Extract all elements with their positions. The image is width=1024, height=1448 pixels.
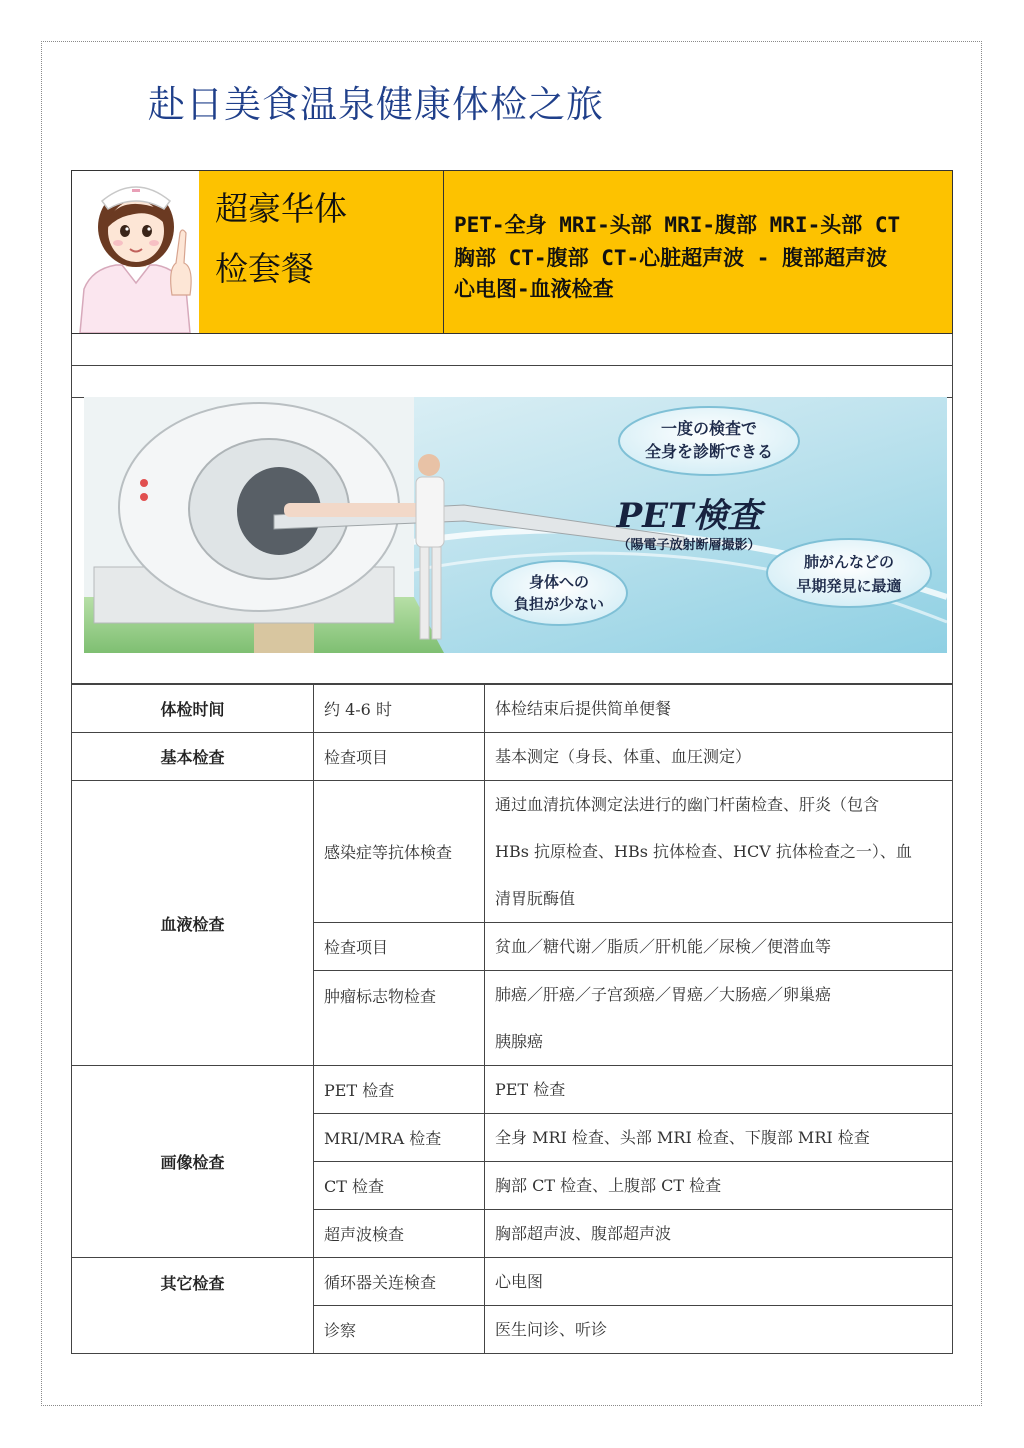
item-cell: PET 检查: [314, 1066, 485, 1114]
category-cell: 画像检查: [72, 1066, 314, 1258]
page-title: 赴日美食温泉健康体检之旅: [148, 83, 604, 126]
desc-cell: 心电图: [485, 1258, 953, 1306]
package-items-line1: PET-全身 MRI-头部 MRI-腹部 MRI-头部 CT: [454, 213, 901, 237]
package-name-line2: 检套餐: [215, 249, 314, 288]
item-cell: 检查项目: [314, 733, 485, 781]
item-cell: 诊察: [314, 1306, 485, 1354]
desc-cell: [485, 781, 953, 923]
item-cell: 循环器关连検查: [314, 1258, 485, 1306]
blank-row: [71, 334, 953, 366]
desc-cell: 贫血／糖代谢／脂质／肝机能／尿検／便潜血等: [485, 923, 953, 971]
desc-cell: PET 检查: [485, 1066, 953, 1114]
item-cell: 肿瘤标志物检查: [314, 971, 485, 1066]
banner-bubble-top-line1: 一度の検査で: [660, 419, 758, 438]
package-items-line3: 心电图-血液检查: [454, 277, 614, 301]
banner-main-title: PET検査: [616, 496, 762, 536]
desc-cell: 全身 MRI 检查、头部 MRI 检查、下腹部 MRI 检查: [485, 1114, 953, 1162]
nurse-illustration: [72, 171, 200, 333]
desc-cell: 胸部 CT 检查、上腹部 CT 检查: [485, 1162, 953, 1210]
banner-bubble-left-line1: 身体への: [528, 573, 590, 591]
package-items-line2: 胸部 CT-腹部 CT-心脏超声波 - 腹部超声波: [454, 246, 888, 270]
package-header: [71, 170, 953, 334]
desc-cell: [485, 971, 953, 1066]
desc-cell: 体检结束后提供简单便餐: [485, 685, 953, 733]
category-cell: 其它检查: [72, 1258, 314, 1354]
banner-row: [71, 397, 953, 684]
desc-line: 胰腺癌: [495, 1032, 544, 1051]
desc-cell: 医生问诊、听诊: [485, 1306, 953, 1354]
checkup-table: [71, 684, 953, 1354]
banner-subtitle: （陽電子放射断層撮影）: [617, 538, 761, 553]
banner-bubble-top-line2: 全身を診断できる: [644, 442, 774, 461]
package-name: [199, 171, 444, 333]
desc-line: 清胃朊酶值: [495, 889, 576, 908]
item-cell: 检查项目: [314, 923, 485, 971]
banner-bubble-right-line2: 早期発見に最適: [796, 577, 902, 595]
item-cell: CT 检查: [314, 1162, 485, 1210]
table-row: [72, 781, 953, 923]
package-items: [444, 171, 952, 333]
package-name-line1: 超豪华体: [215, 189, 347, 228]
banner-bubble-left-line2: 負担が少ない: [513, 595, 605, 613]
category-cell: 血液检查: [72, 781, 314, 1066]
category-cell: 体检时间: [72, 685, 314, 733]
table-row: [72, 685, 953, 733]
table-row: [72, 733, 953, 781]
item-cell: 约 4-6 时: [314, 685, 485, 733]
table-row: [72, 1066, 953, 1114]
category-cell: 基本检查: [72, 733, 314, 781]
banner-bubble-right-line1: 肺がんなどの: [803, 553, 895, 571]
item-cell: MRI/MRA 检查: [314, 1114, 485, 1162]
desc-line: 肺癌／肝癌／子宫颈癌／胃癌／大肠癌／卵巢癌: [495, 985, 832, 1004]
desc-cell: 基本测定（身長、体重、血圧测定）: [485, 733, 953, 781]
item-cell: 感染症等抗体検查: [314, 781, 485, 923]
table-row: [72, 1258, 953, 1306]
desc-line: 通过血清抗体测定法进行的幽门杆菌检查、肝炎（包含: [495, 795, 880, 814]
item-cell: 超声波検查: [314, 1210, 485, 1258]
blank-row: [71, 366, 953, 398]
desc-cell: 胸部超声波、腹部超声波: [485, 1210, 953, 1258]
desc-line: HBs 抗原检查、HBs 抗体检查、HCV 抗体检查之一）、血: [495, 842, 912, 861]
pet-banner-image: [84, 397, 947, 653]
